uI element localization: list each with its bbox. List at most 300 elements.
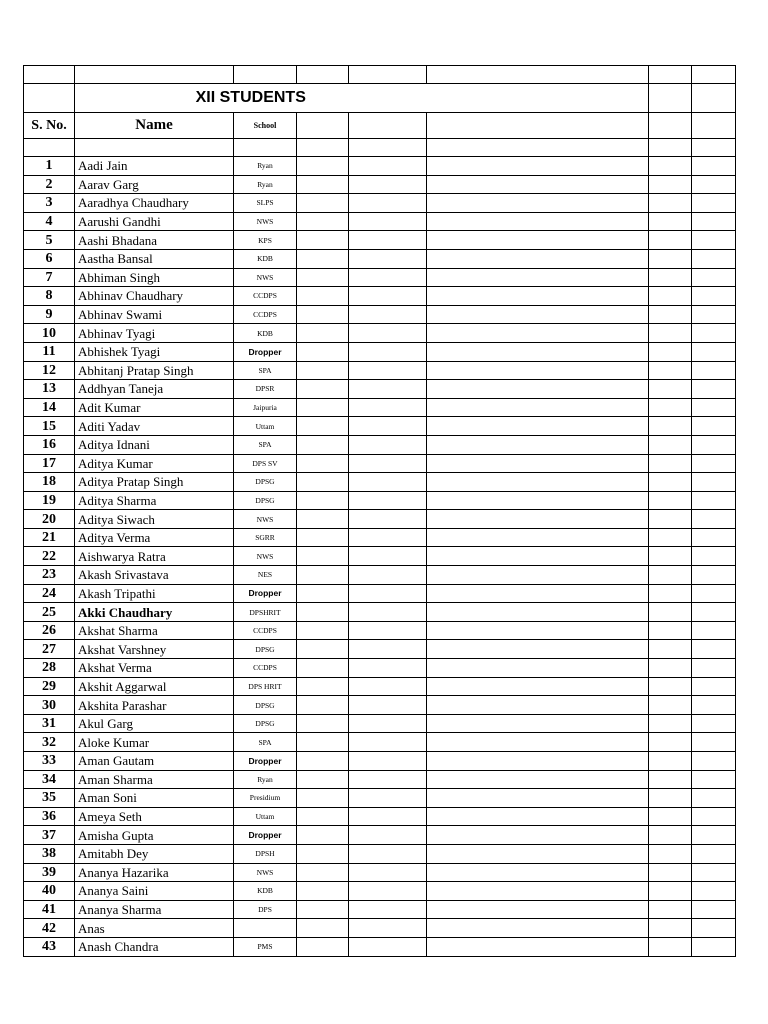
school-cell: CCDPS bbox=[234, 305, 297, 324]
empty-cell bbox=[649, 454, 692, 473]
column-header-school: School bbox=[234, 113, 297, 139]
empty-cell bbox=[649, 231, 692, 250]
empty-cell bbox=[349, 342, 427, 361]
empty-cell bbox=[297, 398, 349, 417]
school-cell: Dropper bbox=[234, 342, 297, 361]
student-name-cell: Akul Garg bbox=[75, 714, 234, 733]
empty-cell bbox=[427, 287, 649, 306]
student-name-cell: Aarav Garg bbox=[75, 175, 234, 194]
empty-cell bbox=[649, 435, 692, 454]
empty-cell bbox=[297, 919, 349, 938]
empty-cell bbox=[649, 696, 692, 715]
student-name-cell: Anas bbox=[75, 919, 234, 938]
empty-cell bbox=[427, 733, 649, 752]
column-header-sno: S. No. bbox=[24, 113, 75, 139]
table-row bbox=[24, 157, 736, 176]
empty-cell bbox=[649, 268, 692, 287]
student-name-cell: Aadi Jain bbox=[75, 157, 234, 176]
empty-cell bbox=[692, 770, 736, 789]
table-row bbox=[24, 435, 736, 454]
empty-cell bbox=[692, 194, 736, 213]
empty-cell bbox=[649, 473, 692, 492]
student-name-cell: Aditya Pratap Singh bbox=[75, 473, 234, 492]
empty-cell bbox=[427, 844, 649, 863]
empty-cell bbox=[427, 937, 649, 956]
column-header-name: Name bbox=[75, 113, 234, 139]
serial-number-cell: 28 bbox=[24, 659, 75, 678]
empty-cell bbox=[649, 157, 692, 176]
empty-cell bbox=[427, 919, 649, 938]
empty-cell bbox=[297, 844, 349, 863]
empty-cell bbox=[427, 603, 649, 622]
school-cell: DPSG bbox=[234, 714, 297, 733]
empty-cell bbox=[297, 900, 349, 919]
school-cell: NWS bbox=[234, 268, 297, 287]
student-name-cell: Ananya Saini bbox=[75, 882, 234, 901]
empty-cell bbox=[692, 510, 736, 529]
student-name-cell: Amitabh Dey bbox=[75, 844, 234, 863]
student-name-cell: Aman Gautam bbox=[75, 752, 234, 771]
empty-cell bbox=[427, 398, 649, 417]
empty-cell bbox=[297, 510, 349, 529]
serial-number-cell: 22 bbox=[24, 547, 75, 566]
empty-cell bbox=[649, 900, 692, 919]
empty-cell bbox=[427, 417, 649, 436]
table-row bbox=[24, 621, 736, 640]
empty-cell bbox=[349, 473, 427, 492]
student-name-cell: Aditya Siwach bbox=[75, 510, 234, 529]
school-cell: CCDPS bbox=[234, 621, 297, 640]
empty-cell bbox=[349, 937, 427, 956]
serial-number-cell: 9 bbox=[24, 305, 75, 324]
header-row bbox=[24, 113, 736, 139]
empty-cell bbox=[427, 175, 649, 194]
empty-cell bbox=[427, 212, 649, 231]
empty-cell bbox=[349, 324, 427, 343]
table-row bbox=[24, 696, 736, 715]
empty-cell bbox=[349, 194, 427, 213]
school-cell: Uttam bbox=[234, 417, 297, 436]
table-row bbox=[24, 770, 736, 789]
empty-cell bbox=[297, 324, 349, 343]
serial-number-cell: 7 bbox=[24, 268, 75, 287]
table-row bbox=[24, 491, 736, 510]
empty-cell bbox=[349, 882, 427, 901]
empty-cell bbox=[692, 435, 736, 454]
empty-cell bbox=[649, 863, 692, 882]
empty-cell bbox=[649, 807, 692, 826]
serial-number-cell: 29 bbox=[24, 677, 75, 696]
table-row bbox=[24, 789, 736, 808]
table-row bbox=[24, 398, 736, 417]
school-cell: Ryan bbox=[234, 175, 297, 194]
student-name-cell: Aditi Yadav bbox=[75, 417, 234, 436]
empty-cell bbox=[692, 733, 736, 752]
school-cell bbox=[234, 919, 297, 938]
empty-cell bbox=[297, 175, 349, 194]
empty-cell bbox=[349, 287, 427, 306]
empty-cell bbox=[297, 491, 349, 510]
serial-number-cell: 10 bbox=[24, 324, 75, 343]
table-row bbox=[24, 454, 736, 473]
serial-number-cell: 8 bbox=[24, 287, 75, 306]
school-cell: Presidium bbox=[234, 789, 297, 808]
empty-cell bbox=[692, 175, 736, 194]
empty-cell bbox=[349, 454, 427, 473]
table-row bbox=[24, 584, 736, 603]
empty-cell bbox=[349, 603, 427, 622]
empty-cell bbox=[692, 398, 736, 417]
school-cell: DPSG bbox=[234, 491, 297, 510]
serial-number-cell: 16 bbox=[24, 435, 75, 454]
empty-cell bbox=[297, 212, 349, 231]
empty-cell bbox=[427, 659, 649, 678]
serial-number-cell: 43 bbox=[24, 937, 75, 956]
empty-cell bbox=[427, 566, 649, 585]
table-row bbox=[24, 417, 736, 436]
serial-number-cell: 27 bbox=[24, 640, 75, 659]
empty-cell bbox=[427, 882, 649, 901]
empty-cell bbox=[297, 231, 349, 250]
empty-cell bbox=[427, 268, 649, 287]
student-name-cell: Akash Srivastava bbox=[75, 566, 234, 585]
student-name-cell: Abhinav Chaudhary bbox=[75, 287, 234, 306]
school-cell: Ryan bbox=[234, 157, 297, 176]
empty-cell bbox=[427, 547, 649, 566]
school-cell: Uttam bbox=[234, 807, 297, 826]
table-row bbox=[24, 268, 736, 287]
school-cell: KDB bbox=[234, 324, 297, 343]
empty-cell bbox=[692, 287, 736, 306]
school-cell: Dropper bbox=[234, 584, 297, 603]
empty-cell bbox=[349, 900, 427, 919]
empty-cell bbox=[349, 844, 427, 863]
empty-cell bbox=[349, 528, 427, 547]
empty-cell bbox=[349, 584, 427, 603]
empty-cell bbox=[649, 584, 692, 603]
student-name-cell: Aditya Sharma bbox=[75, 491, 234, 510]
empty-cell bbox=[649, 621, 692, 640]
empty-cell bbox=[692, 882, 736, 901]
serial-number-cell: 4 bbox=[24, 212, 75, 231]
school-cell: SPA bbox=[234, 733, 297, 752]
empty-cell bbox=[427, 342, 649, 361]
empty-cell bbox=[297, 603, 349, 622]
empty-cell bbox=[692, 342, 736, 361]
empty-cell bbox=[349, 547, 427, 566]
school-cell: DPSR bbox=[234, 380, 297, 399]
school-cell: DPSHRIT bbox=[234, 603, 297, 622]
table-row bbox=[24, 194, 736, 213]
serial-number-cell: 39 bbox=[24, 863, 75, 882]
serial-number-cell: 34 bbox=[24, 770, 75, 789]
school-cell: SLPS bbox=[234, 194, 297, 213]
serial-number-cell: 21 bbox=[24, 528, 75, 547]
empty-cell bbox=[692, 305, 736, 324]
empty-cell bbox=[297, 194, 349, 213]
empty-cell bbox=[297, 528, 349, 547]
empty-cell bbox=[692, 919, 736, 938]
empty-cell bbox=[427, 770, 649, 789]
empty-cell bbox=[649, 361, 692, 380]
serial-number-cell: 13 bbox=[24, 380, 75, 399]
table-row bbox=[24, 510, 736, 529]
empty-cell bbox=[427, 380, 649, 399]
table-row bbox=[24, 863, 736, 882]
empty-cell bbox=[692, 473, 736, 492]
table-row bbox=[24, 640, 736, 659]
serial-number-cell: 23 bbox=[24, 566, 75, 585]
empty-cell bbox=[427, 305, 649, 324]
empty-cell bbox=[427, 696, 649, 715]
table-row bbox=[24, 380, 736, 399]
empty-cell bbox=[649, 566, 692, 585]
serial-number-cell: 17 bbox=[24, 454, 75, 473]
student-name-cell: Amisha Gupta bbox=[75, 826, 234, 845]
empty-cell bbox=[692, 249, 736, 268]
empty-cell bbox=[297, 621, 349, 640]
empty-cell bbox=[297, 454, 349, 473]
empty-cell bbox=[427, 826, 649, 845]
empty-cell bbox=[297, 361, 349, 380]
empty-cell bbox=[349, 566, 427, 585]
serial-number-cell: 40 bbox=[24, 882, 75, 901]
student-name-cell: Akshita Parashar bbox=[75, 696, 234, 715]
empty-cell bbox=[692, 826, 736, 845]
empty-cell bbox=[427, 324, 649, 343]
student-name-cell: Addhyan Taneja bbox=[75, 380, 234, 399]
empty-cell bbox=[427, 863, 649, 882]
empty-cell bbox=[427, 621, 649, 640]
table-row bbox=[24, 826, 736, 845]
empty-cell bbox=[649, 677, 692, 696]
school-cell: Dropper bbox=[234, 826, 297, 845]
empty-cell bbox=[427, 900, 649, 919]
table-row bbox=[24, 659, 736, 678]
empty-cell bbox=[692, 566, 736, 585]
empty-cell bbox=[297, 547, 349, 566]
serial-number-cell: 32 bbox=[24, 733, 75, 752]
empty-cell bbox=[692, 752, 736, 771]
school-cell: DPS bbox=[234, 900, 297, 919]
table-row bbox=[24, 733, 736, 752]
student-name-cell: Aaradhya Chaudhary bbox=[75, 194, 234, 213]
school-cell: DPSG bbox=[234, 696, 297, 715]
school-cell: DPSH bbox=[234, 844, 297, 863]
empty-cell bbox=[649, 844, 692, 863]
school-cell: Dropper bbox=[234, 752, 297, 771]
empty-cell bbox=[692, 863, 736, 882]
school-cell: KPS bbox=[234, 231, 297, 250]
empty-cell bbox=[692, 380, 736, 399]
empty-cell bbox=[649, 417, 692, 436]
school-cell: Jaipuria bbox=[234, 398, 297, 417]
empty-cell bbox=[692, 807, 736, 826]
school-cell: DPS SV bbox=[234, 454, 297, 473]
empty-cell bbox=[649, 752, 692, 771]
serial-number-cell: 24 bbox=[24, 584, 75, 603]
empty-cell bbox=[649, 937, 692, 956]
school-cell: NWS bbox=[234, 547, 297, 566]
serial-number-cell: 3 bbox=[24, 194, 75, 213]
empty-cell bbox=[427, 231, 649, 250]
serial-number-cell: 19 bbox=[24, 491, 75, 510]
student-name-cell: Abhinav Swami bbox=[75, 305, 234, 324]
empty-cell bbox=[349, 789, 427, 808]
empty-cell bbox=[349, 621, 427, 640]
empty-cell bbox=[427, 584, 649, 603]
empty-cell bbox=[297, 157, 349, 176]
school-cell: SPA bbox=[234, 361, 297, 380]
serial-number-cell: 20 bbox=[24, 510, 75, 529]
school-cell: SGRR bbox=[234, 528, 297, 547]
empty-cell bbox=[297, 807, 349, 826]
table-row bbox=[24, 919, 736, 938]
student-name-cell: Aman Soni bbox=[75, 789, 234, 808]
table-row bbox=[24, 287, 736, 306]
empty-cell bbox=[692, 677, 736, 696]
table-row bbox=[24, 473, 736, 492]
empty-cell bbox=[427, 714, 649, 733]
empty-cell bbox=[349, 752, 427, 771]
table-row bbox=[24, 677, 736, 696]
serial-number-cell: 30 bbox=[24, 696, 75, 715]
empty-cell bbox=[297, 435, 349, 454]
empty-cell bbox=[427, 528, 649, 547]
serial-number-cell: 15 bbox=[24, 417, 75, 436]
empty-cell bbox=[649, 882, 692, 901]
table-row bbox=[24, 175, 736, 194]
table-row bbox=[24, 547, 736, 566]
empty-cell bbox=[649, 305, 692, 324]
empty-cell bbox=[649, 919, 692, 938]
empty-cell bbox=[692, 789, 736, 808]
empty-cell bbox=[692, 231, 736, 250]
empty-cell bbox=[427, 157, 649, 176]
empty-cell bbox=[649, 510, 692, 529]
serial-number-cell: 18 bbox=[24, 473, 75, 492]
empty-cell bbox=[427, 789, 649, 808]
student-name-cell: Abhishek Tyagi bbox=[75, 342, 234, 361]
serial-number-cell: 37 bbox=[24, 826, 75, 845]
empty-cell bbox=[297, 659, 349, 678]
title-row bbox=[24, 84, 736, 113]
serial-number-cell: 31 bbox=[24, 714, 75, 733]
empty-cell bbox=[427, 510, 649, 529]
table-row bbox=[24, 807, 736, 826]
empty-cell bbox=[692, 659, 736, 678]
student-name-cell: Ananya Hazarika bbox=[75, 863, 234, 882]
empty-cell bbox=[649, 603, 692, 622]
student-name-cell: Abhitanj Pratap Singh bbox=[75, 361, 234, 380]
serial-number-cell: 5 bbox=[24, 231, 75, 250]
empty-cell bbox=[349, 491, 427, 510]
serial-number-cell: 14 bbox=[24, 398, 75, 417]
spacer-row bbox=[24, 139, 736, 157]
student-name-cell: Abhiman Singh bbox=[75, 268, 234, 287]
table-row bbox=[24, 361, 736, 380]
empty-cell bbox=[692, 528, 736, 547]
empty-cell bbox=[427, 473, 649, 492]
student-name-cell: Aditya Verma bbox=[75, 528, 234, 547]
student-name-cell: Ananya Sharma bbox=[75, 900, 234, 919]
school-cell: NES bbox=[234, 566, 297, 585]
empty-cell bbox=[297, 882, 349, 901]
empty-cell bbox=[649, 287, 692, 306]
student-name-cell: Akki Chaudhary bbox=[75, 603, 234, 622]
empty-cell bbox=[349, 659, 427, 678]
school-cell: DPSG bbox=[234, 640, 297, 659]
table-row bbox=[24, 900, 736, 919]
empty-cell bbox=[297, 789, 349, 808]
empty-cell bbox=[297, 640, 349, 659]
empty-cell bbox=[692, 268, 736, 287]
student-name-cell: Akshat Varshney bbox=[75, 640, 234, 659]
empty-cell bbox=[649, 342, 692, 361]
empty-cell bbox=[427, 249, 649, 268]
empty-cell bbox=[349, 919, 427, 938]
student-name-cell: Aditya Kumar bbox=[75, 454, 234, 473]
empty-cell bbox=[349, 305, 427, 324]
student-name-cell: Akshat Verma bbox=[75, 659, 234, 678]
empty-cell bbox=[649, 789, 692, 808]
table-row bbox=[24, 882, 736, 901]
empty-cell bbox=[297, 380, 349, 399]
student-name-cell: Akash Tripathi bbox=[75, 584, 234, 603]
empty-cell bbox=[649, 380, 692, 399]
student-name-cell: Akshat Sharma bbox=[75, 621, 234, 640]
empty-cell bbox=[427, 454, 649, 473]
empty-cell bbox=[349, 696, 427, 715]
empty-cell bbox=[349, 361, 427, 380]
table-row bbox=[24, 603, 736, 622]
empty-cell bbox=[349, 380, 427, 399]
student-name-cell: Ameya Seth bbox=[75, 807, 234, 826]
empty-cell bbox=[427, 677, 649, 696]
serial-number-cell: 6 bbox=[24, 249, 75, 268]
empty-cell bbox=[649, 714, 692, 733]
table-row bbox=[24, 249, 736, 268]
empty-cell bbox=[349, 863, 427, 882]
table-row bbox=[24, 937, 736, 956]
student-name-cell: Aloke Kumar bbox=[75, 733, 234, 752]
table-row bbox=[24, 844, 736, 863]
empty-cell bbox=[427, 361, 649, 380]
table-row bbox=[24, 752, 736, 771]
empty-cell bbox=[692, 844, 736, 863]
empty-cell bbox=[427, 194, 649, 213]
table-row bbox=[24, 528, 736, 547]
table-row bbox=[24, 714, 736, 733]
school-cell: SPA bbox=[234, 435, 297, 454]
student-name-cell: Aman Sharma bbox=[75, 770, 234, 789]
empty-cell bbox=[649, 547, 692, 566]
empty-cell bbox=[427, 807, 649, 826]
empty-cell bbox=[649, 212, 692, 231]
empty-cell bbox=[692, 696, 736, 715]
student-name-cell: Abhinav Tyagi bbox=[75, 324, 234, 343]
empty-cell bbox=[297, 566, 349, 585]
empty-cell bbox=[649, 733, 692, 752]
empty-cell bbox=[692, 714, 736, 733]
empty-cell bbox=[297, 696, 349, 715]
empty-cell bbox=[692, 900, 736, 919]
empty-cell bbox=[297, 752, 349, 771]
empty-cell bbox=[297, 937, 349, 956]
serial-number-cell: 41 bbox=[24, 900, 75, 919]
school-cell: CCDPS bbox=[234, 659, 297, 678]
empty-cell bbox=[297, 733, 349, 752]
